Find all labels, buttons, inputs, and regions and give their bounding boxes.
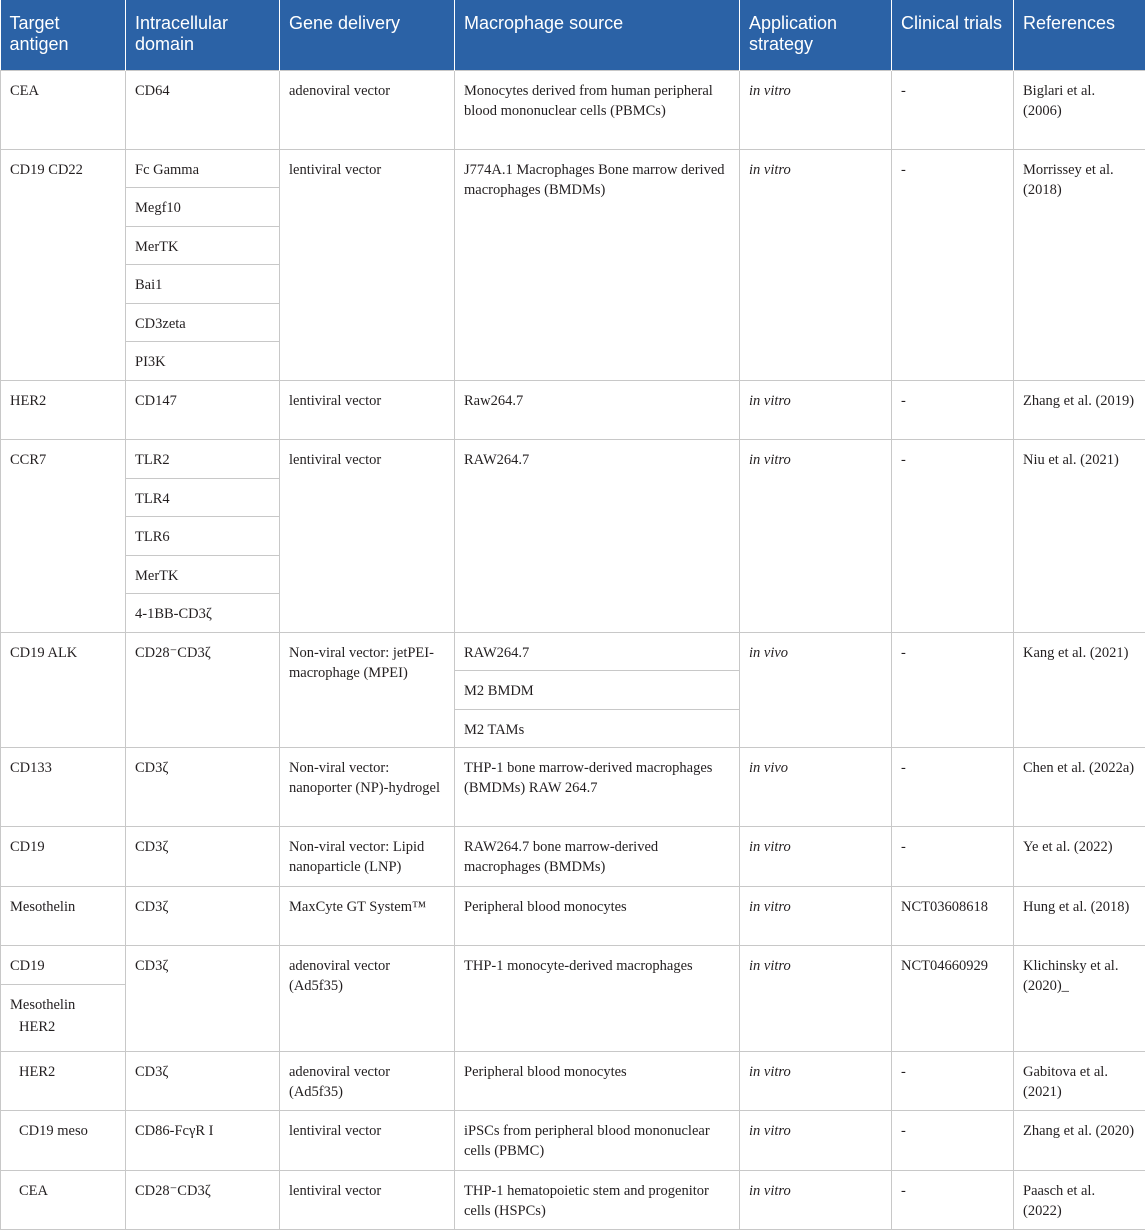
cell-source: iPSCs from peripheral blood mononuclear cells (PBMC) — [455, 1111, 740, 1171]
cell-delivery: lentiviral vector — [280, 1111, 455, 1171]
cell-domain: MerTK — [126, 226, 280, 265]
cell-trials: NCT03608618 — [892, 886, 1014, 946]
cell-strategy: in vivo — [740, 748, 892, 827]
cell-trials: - — [892, 1051, 1014, 1111]
table-row — [1, 70, 1145, 149]
cell-domain: CD3zeta — [126, 303, 280, 342]
cell-source: RAW264.7 — [455, 440, 740, 633]
cell-reference: Zhang et al. (2020) — [1014, 1111, 1145, 1171]
cell-target: CEA — [1, 70, 126, 149]
table-row — [1, 1170, 1145, 1230]
cell-domain: CD86-FcγR I — [126, 1111, 280, 1171]
cell-reference: Morrissey et al. (2018) — [1014, 149, 1145, 380]
cell-trials: - — [892, 748, 1014, 827]
cell-strategy: in vitro — [740, 1111, 892, 1171]
cell-domain: TLR6 — [126, 517, 280, 556]
cell-source: M2 BMDM — [455, 671, 740, 710]
cell-reference: Gabitova et al. (2021) — [1014, 1051, 1145, 1111]
cell-strategy: in vitro — [740, 1051, 892, 1111]
table-row — [1, 380, 1145, 440]
cell-target: CEA — [1, 1170, 126, 1230]
cell-reference: Paasch et al. (2022) — [1014, 1170, 1145, 1230]
cell-reference: Chen et al. (2022a) — [1014, 748, 1145, 827]
cell-target: HER2 — [1, 380, 126, 440]
cell-delivery: adenoviral vector (Ad5f35) — [280, 946, 455, 1052]
cell-target: CCR7 — [1, 440, 126, 633]
cell-strategy: in vitro — [740, 1170, 892, 1230]
cell-domain: Fc Gamma — [126, 149, 280, 188]
cell-domain: CD28⁻CD3ζ — [126, 632, 280, 748]
cell-target: CD19 meso — [1, 1111, 126, 1171]
cell-source: THP-1 hematopoietic stem and progenitor cells (HSPCs) — [455, 1170, 740, 1230]
table-row — [1, 748, 1145, 827]
cell-trials: - — [892, 827, 1014, 887]
cell-trials: - — [892, 70, 1014, 149]
cell-reference: Klichinsky et al. (2020)_ — [1014, 946, 1145, 1052]
cell-domain: CD3ζ — [126, 946, 280, 1052]
cell-strategy: in vitro — [740, 70, 892, 149]
cell-trials: - — [892, 440, 1014, 633]
cell-source: RAW264.7 bone marrow-derived macrophages (BMDMs) — [455, 827, 740, 887]
cell-strategy: in vivo — [740, 632, 892, 748]
cell-delivery: adenoviral vector — [280, 70, 455, 149]
table-row — [1, 149, 1145, 188]
cell-domain: MerTK — [126, 555, 280, 594]
cell-trials: - — [892, 1170, 1014, 1230]
table-row — [1, 946, 1145, 985]
cell-domain: CD64 — [126, 70, 280, 149]
table-row — [1, 886, 1145, 946]
cell-target: CD19 CD22 — [1, 149, 126, 380]
cell-reference: Zhang et al. (2019) — [1014, 380, 1145, 440]
cell-source: Peripheral blood monocytes — [455, 886, 740, 946]
table-header-row — [1, 0, 1145, 70]
cell-domain: CD3ζ — [126, 748, 280, 827]
cell-target: CD19 ALK — [1, 632, 126, 748]
cell-target: CD133 — [1, 748, 126, 827]
cell-domain: CD147 — [126, 380, 280, 440]
cell-domain: CD3ζ — [126, 827, 280, 887]
cell-strategy: in vitro — [740, 886, 892, 946]
cell-trials: NCT04660929 — [892, 946, 1014, 1052]
cell-target-multi — [1, 984, 126, 1051]
cell-source: THP-1 bone marrow-derived macrophages (BMDMs) RAW 264.7 — [455, 748, 740, 827]
cell-domain: TLR2 — [126, 440, 280, 479]
header-gene-delivery: Gene delivery — [280, 0, 455, 70]
cell-delivery: Non-viral vector: nanoporter (NP)-hydrogel — [280, 748, 455, 827]
cell-trials: - — [892, 1111, 1014, 1171]
table-row — [1, 632, 1145, 671]
cell-domain: Bai1 — [126, 265, 280, 304]
cell-strategy: in vitro — [740, 149, 892, 380]
cell-target: Mesothelin — [1, 886, 126, 946]
table-row — [1, 827, 1145, 887]
cell-domain: CD3ζ — [126, 886, 280, 946]
cell-source: Peripheral blood monocytes — [455, 1051, 740, 1111]
header-clinical-trials: Clinical trials — [892, 0, 1014, 70]
cell-target: HER2 — [1, 1051, 126, 1111]
cell-source: Monocytes derived from human peripheral blood mononuclear cells (PBMCs) — [455, 70, 740, 149]
cell-target-line: Mesothelin — [10, 996, 76, 1013]
cell-delivery: lentiviral vector — [280, 440, 455, 633]
cell-source: THP-1 monocyte-derived macrophages — [455, 946, 740, 1052]
cell-trials: - — [892, 632, 1014, 748]
cell-reference: Kang et al. (2021) — [1014, 632, 1145, 748]
cell-reference: Biglari et al. (2006) — [1014, 70, 1145, 149]
header-intracellular-domain: Intracellular domain — [126, 0, 280, 70]
header-references: References — [1014, 0, 1145, 70]
cell-domain: CD3ζ — [126, 1051, 280, 1111]
cell-reference: Hung et al. (2018) — [1014, 886, 1145, 946]
cell-domain: TLR4 — [126, 478, 280, 517]
cell-delivery: MaxCyte GT System™ — [280, 886, 455, 946]
cell-target: CD19 — [1, 946, 126, 985]
cell-strategy: in vitro — [740, 380, 892, 440]
cell-source: Raw264.7 — [455, 380, 740, 440]
cell-domain: Megf10 — [126, 188, 280, 227]
cell-target: CD19 — [1, 827, 126, 887]
header-macrophage-source: Macrophage source — [455, 0, 740, 70]
cell-source: RAW264.7 — [455, 632, 740, 671]
cell-strategy: in vitro — [740, 946, 892, 1052]
cell-delivery: lentiviral vector — [280, 380, 455, 440]
cell-trials: - — [892, 380, 1014, 440]
header-target-antigen: Target antigen — [1, 0, 126, 70]
cell-strategy: in vitro — [740, 440, 892, 633]
table-row — [1, 1111, 1145, 1171]
header-application-strategy: Application strategy — [740, 0, 892, 70]
cell-delivery: Non-viral vector: jetPEI-macrophage (MPEI) — [280, 632, 455, 748]
table-row — [1, 1051, 1145, 1111]
cell-delivery: adenoviral vector (Ad5f35) — [280, 1051, 455, 1111]
cell-source: M2 TAMs — [455, 709, 740, 748]
cell-delivery: lentiviral vector — [280, 1170, 455, 1230]
cell-reference: Niu et al. (2021) — [1014, 440, 1145, 633]
cell-target-line: HER2 — [19, 1018, 56, 1035]
cell-trials: - — [892, 149, 1014, 380]
cell-reference: Ye et al. (2022) — [1014, 827, 1145, 887]
cell-strategy: in vitro — [740, 827, 892, 887]
cell-delivery: lentiviral vector — [280, 149, 455, 380]
table-row — [1, 440, 1145, 479]
cell-domain: CD28⁻CD3ζ — [126, 1170, 280, 1230]
cell-delivery: Non-viral vector: Lipid nanoparticle (LNP) — [280, 827, 455, 887]
cell-source: J774A.1 Macrophages Bone marrow derived macrophages (BMDMs) — [455, 149, 740, 380]
cell-domain: PI3K — [126, 342, 280, 381]
cell-domain: 4-1BB-CD3ζ — [126, 594, 280, 633]
